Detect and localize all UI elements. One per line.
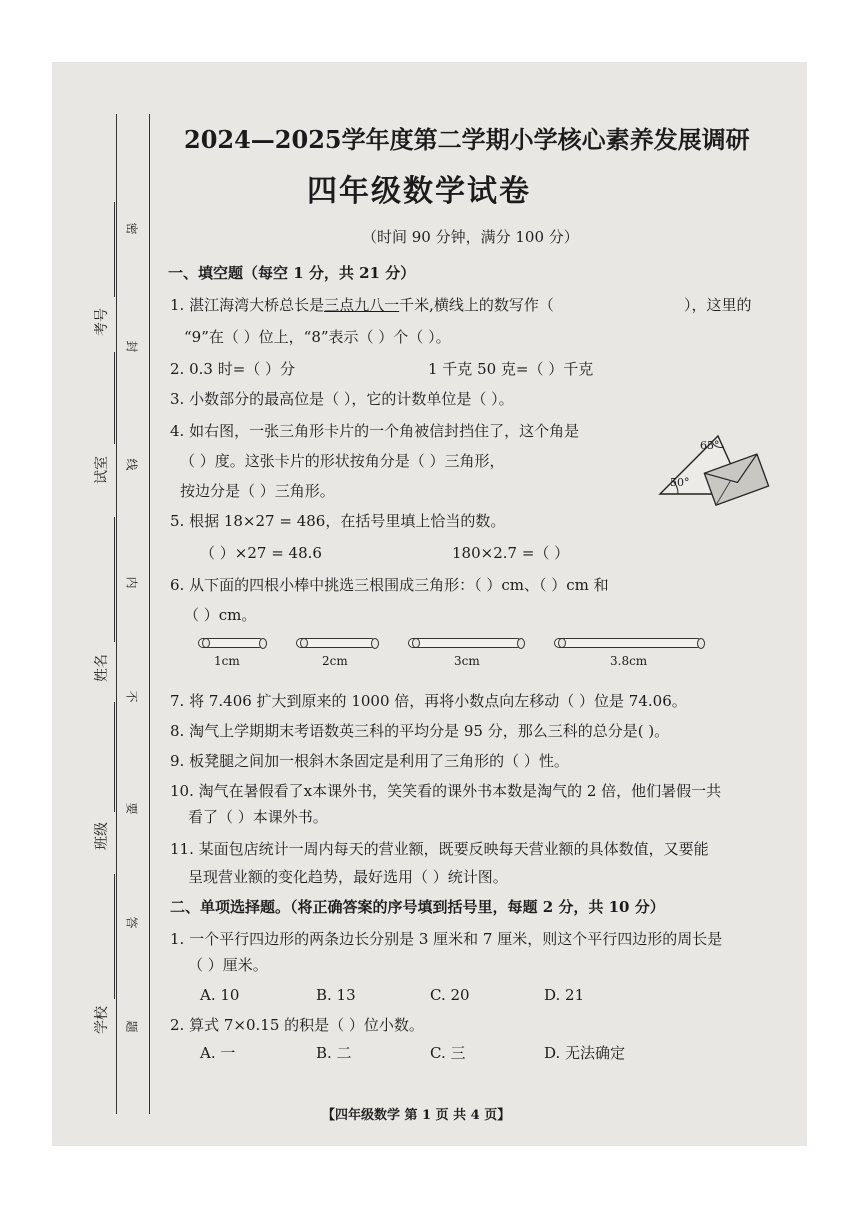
s2-q1-option-a: A. 10	[200, 986, 240, 1004]
stick-3cm	[408, 638, 522, 648]
s2-q1-option-b: B. 13	[316, 986, 356, 1004]
seal-char: 线	[124, 458, 139, 471]
q11-line2: 呈现营业额的变化趋势，最好选用（ ）统计图。	[188, 868, 508, 886]
q2-part-b: 1 千克 50 克=（ ）千克	[428, 360, 594, 378]
field-class: 班级	[94, 822, 110, 850]
q5-part-a: （ ）×27 = 48.6	[200, 544, 322, 562]
stick-label-2cm: 2cm	[322, 654, 348, 668]
time-note: （时间 90 分钟，满分 100 分）	[362, 228, 579, 246]
q4-line3: 按边分是（ ）三角形。	[180, 482, 335, 500]
binding-line-outer	[116, 114, 117, 1114]
field-line	[114, 517, 115, 642]
q3: 3. 小数部分的最高位是（ ），它的计数单位是（ ）。	[170, 390, 514, 408]
angle-label-top: 65°	[700, 439, 720, 452]
q9: 9. 板凳腿之间加一根斜木条固定是利用了三角形的（ ）性。	[170, 752, 569, 770]
q11-line1: 11. 某面包店统计一周内每天的营业额，既要反映每天营业额的具体数值，又要能	[170, 840, 709, 858]
s2-q1-line2: （ ）厘米。	[188, 956, 268, 974]
exam-title: 2024—2025学年度第二学期小学核心素养发展调研	[184, 125, 750, 154]
q1-text-b: 千米,横线上的数写作（	[399, 296, 554, 314]
s2-q1-line1: 1. 一个平行四边形的两条边长分别是 3 厘米和 7 厘米，则这个平行四边形的周长是	[170, 930, 723, 948]
q1-text-a: 1. 湛江海湾大桥总长是	[170, 296, 325, 314]
seal-char: 封	[124, 340, 139, 353]
q4-line1: 4. 如右图，一张三角形卡片的一个角被信封挡住了，这个角是	[170, 422, 580, 440]
s2-q2-option-c: C. 三	[430, 1044, 466, 1062]
q1-underlined-number: 三点九八一	[324, 296, 400, 314]
field-line	[114, 702, 115, 812]
q1-line1	[170, 294, 554, 315]
q10-line1: 10. 淘气在暑假看了x本课外书，笑笑看的课外书本数是淘气的 2 倍，他们暑假一共	[170, 782, 722, 800]
q5-part-b: 180×2.7 =（ ）	[452, 544, 570, 562]
page-footer: 【四年级数学 第 1 页 共 4 页】	[322, 1108, 511, 1123]
stick-2cm	[296, 638, 376, 648]
s2-q2-line1: 2. 算式 7×0.15 的积是（ ）位小数。	[170, 1016, 424, 1034]
stick-label-3cm: 3cm	[454, 654, 480, 668]
exam-subtitle: 四年级数学试卷	[307, 174, 531, 209]
section2-heading: 二、单项选择题。（将正确答案的序号填到括号里，每题 2 分，共 10 分）	[170, 898, 665, 916]
seal-char: 答	[124, 916, 139, 929]
field-line	[114, 202, 115, 297]
field-line	[114, 874, 115, 999]
seal-char: 题	[124, 1020, 139, 1033]
s2-q1-option-c: C. 20	[430, 986, 470, 1004]
field-name: 姓名	[94, 654, 110, 682]
q6-line2: （ ）cm。	[184, 606, 257, 624]
q1-line2: “9”在（ ）位上，“8”表示（ ）个（ ）。	[184, 328, 451, 346]
field-line	[114, 352, 115, 444]
section1-heading: 一、填空题（每空 1 分，共 21 分）	[168, 264, 416, 282]
seal-char: 密	[124, 222, 139, 235]
s2-q1-option-d: D. 21	[544, 986, 585, 1004]
q4-line2: （ ）度。这张卡片的形状按角分是（ ）三角形，	[180, 452, 505, 470]
field-school: 学校	[94, 1006, 110, 1034]
exam-paper	[52, 62, 807, 1146]
field-exam-number: 考号	[94, 308, 110, 336]
q10-line2: 看了（ ）本课外书。	[188, 808, 328, 826]
binding-line-inner	[149, 114, 150, 1114]
q8: 8. 淘气上学期期末考语数英三科的平均分是 95 分，那么三科的总分是( )。	[170, 722, 670, 740]
q6-line1: 6. 从下面的四根小棒中挑选三根围成三角形：（ ）cm、（ ）cm 和	[170, 576, 609, 594]
field-exam-room: 试室	[94, 456, 110, 484]
q7: 7. 将 7.406 扩大到原来的 1000 倍，再将小数点向左移动（ ）位是 74.06。	[170, 692, 687, 710]
q5-line1: 5. 根据 18×27 = 486，在括号里填上恰当的数。	[170, 512, 506, 530]
s2-q2-option-b: B. 二	[316, 1044, 352, 1062]
q2-part-a: 2. 0.3 时=（ ）分	[170, 360, 296, 378]
seal-char: 不	[124, 690, 139, 703]
stick-1cm	[198, 638, 264, 648]
stick-label-3-8cm: 3.8cm	[610, 654, 648, 668]
angle-label-left: 50°	[670, 476, 690, 489]
seal-char: 要	[124, 802, 139, 815]
s2-q2-option-a: A. 一	[200, 1044, 236, 1062]
stick-label-1cm: 1cm	[214, 654, 240, 668]
seal-char: 内	[124, 576, 139, 589]
stick-3-8cm	[554, 638, 702, 648]
q1-text-c: ），这里的	[684, 296, 752, 314]
s2-q2-option-d: D. 无法确定	[544, 1044, 626, 1062]
